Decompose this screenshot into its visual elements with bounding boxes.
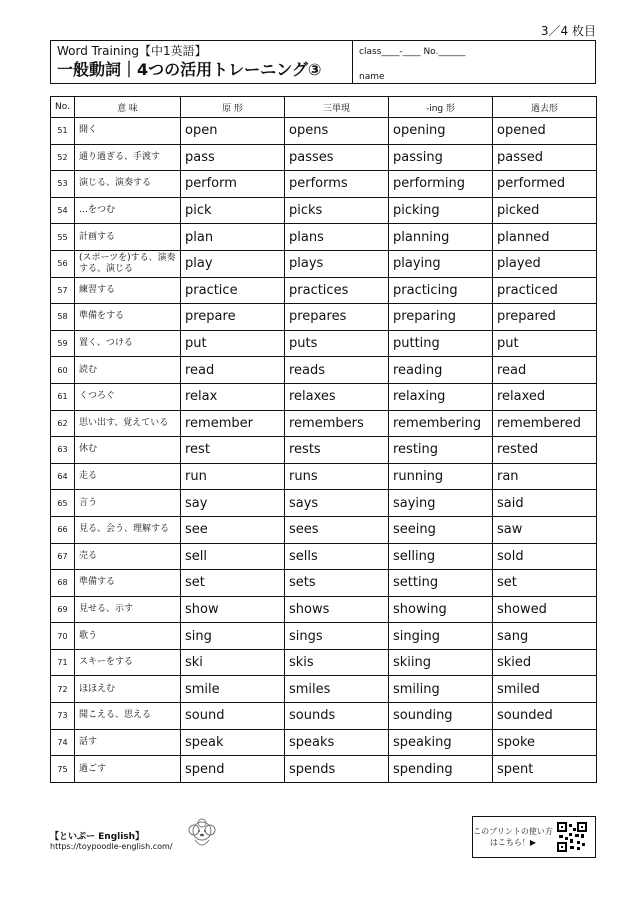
ing-form-cell: reading [389,357,493,384]
third-person-cell: sees [285,516,389,543]
ing-form-cell: practicing [389,277,493,304]
meaning-cell: …をつむ [75,197,181,224]
row-number: 53 [51,171,75,198]
table-row [51,171,597,198]
table-body [51,118,597,783]
row-number: 58 [51,304,75,331]
past-form-cell: picked [493,197,597,224]
past-form-cell: spoke [493,729,597,756]
past-form-cell: opened [493,118,597,145]
past-form-cell: sang [493,623,597,650]
table-row [51,596,597,623]
meaning-cell: 見せる、示す [75,596,181,623]
column-header-past: 過去形 [493,97,597,118]
base-form-cell: pass [181,144,285,171]
base-form-cell: show [181,596,285,623]
meaning-cell: 思い出す、覚えている [75,410,181,437]
meaning-cell: 歌う [75,623,181,650]
row-number: 64 [51,463,75,490]
third-person-cell: speaks [285,729,389,756]
table-row [51,304,597,331]
third-person-cell: plans [285,224,389,251]
row-number: 72 [51,676,75,703]
base-form-cell: pick [181,197,285,224]
ing-form-cell: selling [389,543,493,570]
row-number: 56 [51,250,75,277]
past-form-cell: skied [493,649,597,676]
meaning-cell: 開く [75,118,181,145]
table-row [51,197,597,224]
ing-form-cell: smiling [389,676,493,703]
base-form-cell: run [181,463,285,490]
row-number: 59 [51,330,75,357]
past-form-cell: practiced [493,277,597,304]
past-form-cell: spent [493,756,597,783]
row-number: 74 [51,729,75,756]
ing-form-cell: performing [389,171,493,198]
past-form-cell: performed [493,171,597,198]
row-number: 52 [51,144,75,171]
ing-form-cell: passing [389,144,493,171]
third-person-cell: sings [285,623,389,650]
third-person-cell: practices [285,277,389,304]
ing-form-cell: spending [389,756,493,783]
third-person-cell: prepares [285,304,389,331]
base-form-cell: ski [181,649,285,676]
table-row [51,649,597,676]
page-number: 3／4 枚目 [540,24,596,38]
worksheet-title: 一般動詞｜4つの活用トレーニング③ [57,60,322,79]
past-form-cell: saw [493,516,597,543]
poodle-icon [185,818,219,852]
past-form-cell: rested [493,437,597,464]
past-form-cell: sounded [493,703,597,730]
table-row [51,676,597,703]
meaning-cell: (スポーツを)する、演奏する、演じる [75,250,181,277]
table-header-row [51,97,597,118]
header-title-block [51,41,353,83]
meaning-cell: 走る [75,463,181,490]
base-form-cell: see [181,516,285,543]
third-person-cell: relaxes [285,383,389,410]
base-form-cell: perform [181,171,285,198]
row-number: 73 [51,703,75,730]
meaning-cell: 過ごす [75,756,181,783]
column-header-third-person: 三単現 [285,97,389,118]
table-row [51,729,597,756]
third-person-cell: smiles [285,676,389,703]
ing-form-cell: skiing [389,649,493,676]
verb-conjugation-table [50,96,597,783]
table-row [51,410,597,437]
meaning-cell: 話す [75,729,181,756]
meaning-cell: 置く、つける [75,330,181,357]
meaning-cell: ほほえむ [75,676,181,703]
table-row [51,490,597,517]
row-number: 69 [51,596,75,623]
past-form-cell: remembered [493,410,597,437]
row-number: 71 [51,649,75,676]
ing-form-cell: opening [389,118,493,145]
table-row [51,277,597,304]
row-number: 55 [51,224,75,251]
third-person-cell: passes [285,144,389,171]
base-form-cell: speak [181,729,285,756]
base-form-cell: spend [181,756,285,783]
third-person-cell: says [285,490,389,517]
brand-name: 【といぷー English】 [50,832,145,842]
ing-form-cell: sounding [389,703,493,730]
third-person-cell: puts [285,330,389,357]
third-person-cell: shows [285,596,389,623]
third-person-cell: skis [285,649,389,676]
meaning-cell: 売る [75,543,181,570]
table-row [51,703,597,730]
usage-guide-text: このプリントの使い方はこちら！▶ [473,827,553,847]
past-form-cell: ran [493,463,597,490]
third-person-cell: rests [285,437,389,464]
meaning-cell: 休む [75,437,181,464]
ing-form-cell: seeing [389,516,493,543]
table-row [51,463,597,490]
column-header-ing: -ing 形 [389,97,493,118]
meaning-cell: 計画する [75,224,181,251]
ing-form-cell: putting [389,330,493,357]
past-form-cell: passed [493,144,597,171]
base-form-cell: remember [181,410,285,437]
ing-form-cell: singing [389,623,493,650]
base-form-cell: set [181,570,285,597]
column-header-base: 原 形 [181,97,285,118]
meaning-cell: 言う [75,490,181,517]
past-form-cell: put [493,330,597,357]
past-form-cell: relaxed [493,383,597,410]
row-number: 57 [51,277,75,304]
table-row [51,570,597,597]
meaning-cell: 練習する [75,277,181,304]
ing-form-cell: setting [389,570,493,597]
third-person-cell: performs [285,171,389,198]
table-row [51,330,597,357]
third-person-cell: opens [285,118,389,145]
past-form-cell: sold [493,543,597,570]
meaning-cell: 演じる、演奏する [75,171,181,198]
ing-form-cell: saying [389,490,493,517]
row-number: 60 [51,357,75,384]
ing-form-cell: relaxing [389,383,493,410]
row-number: 62 [51,410,75,437]
past-form-cell: played [493,250,597,277]
third-person-cell: plays [285,250,389,277]
row-number: 61 [51,383,75,410]
base-form-cell: open [181,118,285,145]
row-number: 75 [51,756,75,783]
table-row [51,383,597,410]
meaning-cell: 通り過ぎる、手渡す [75,144,181,171]
row-number: 63 [51,437,75,464]
header-subtitle: Word Training【中1英語】 [57,44,207,58]
base-form-cell: sound [181,703,285,730]
table-row [51,437,597,464]
past-form-cell: planned [493,224,597,251]
ing-form-cell: speaking [389,729,493,756]
past-form-cell: set [493,570,597,597]
qr-code-icon[interactable] [557,822,587,852]
table-row [51,516,597,543]
third-person-cell: sells [285,543,389,570]
past-form-cell: showed [493,596,597,623]
base-form-cell: rest [181,437,285,464]
ing-form-cell: preparing [389,304,493,331]
base-form-cell: sell [181,543,285,570]
row-number: 51 [51,118,75,145]
table-row [51,250,597,277]
base-form-cell: practice [181,277,285,304]
ing-form-cell: showing [389,596,493,623]
past-form-cell: read [493,357,597,384]
meaning-cell: 見る、会う、理解する [75,516,181,543]
row-number: 70 [51,623,75,650]
table-row [51,224,597,251]
base-form-cell: play [181,250,285,277]
meaning-cell: くつろぐ [75,383,181,410]
past-form-cell: said [493,490,597,517]
third-person-cell: sounds [285,703,389,730]
usage-guide-link[interactable] [472,816,596,858]
ing-form-cell: running [389,463,493,490]
row-number: 65 [51,490,75,517]
ing-form-cell: remembering [389,410,493,437]
meaning-cell: 読む [75,357,181,384]
column-header-no: No. [51,97,75,118]
ing-form-cell: resting [389,437,493,464]
table-row [51,118,597,145]
third-person-cell: sets [285,570,389,597]
third-person-cell: runs [285,463,389,490]
third-person-cell: remembers [285,410,389,437]
base-form-cell: prepare [181,304,285,331]
past-form-cell: smiled [493,676,597,703]
table-row [51,144,597,171]
meaning-cell: 聞こえる、思える [75,703,181,730]
table-row [51,543,597,570]
row-number: 67 [51,543,75,570]
third-person-cell: reads [285,357,389,384]
meaning-cell: スキーをする [75,649,181,676]
base-form-cell: sing [181,623,285,650]
base-form-cell: relax [181,383,285,410]
table-row [51,357,597,384]
student-info-block [353,41,595,83]
meaning-cell: 準備をする [75,304,181,331]
table-row [51,623,597,650]
base-form-cell: plan [181,224,285,251]
column-header-meaning: 意 味 [75,97,181,118]
base-form-cell: smile [181,676,285,703]
ing-form-cell: planning [389,224,493,251]
meaning-cell: 準備する [75,570,181,597]
ing-form-cell: picking [389,197,493,224]
site-url[interactable]: https://toypoodle-english.com/ [50,842,173,851]
ing-form-cell: playing [389,250,493,277]
row-number: 66 [51,516,75,543]
base-form-cell: say [181,490,285,517]
row-number: 68 [51,570,75,597]
third-person-cell: picks [285,197,389,224]
worksheet-header [50,40,596,84]
base-form-cell: read [181,357,285,384]
table-row [51,756,597,783]
third-person-cell: spends [285,756,389,783]
past-form-cell: prepared [493,304,597,331]
row-number: 54 [51,197,75,224]
class-number-field[interactable]: class____-____ No.______ [359,47,466,57]
name-field[interactable]: name [359,72,385,82]
base-form-cell: put [181,330,285,357]
